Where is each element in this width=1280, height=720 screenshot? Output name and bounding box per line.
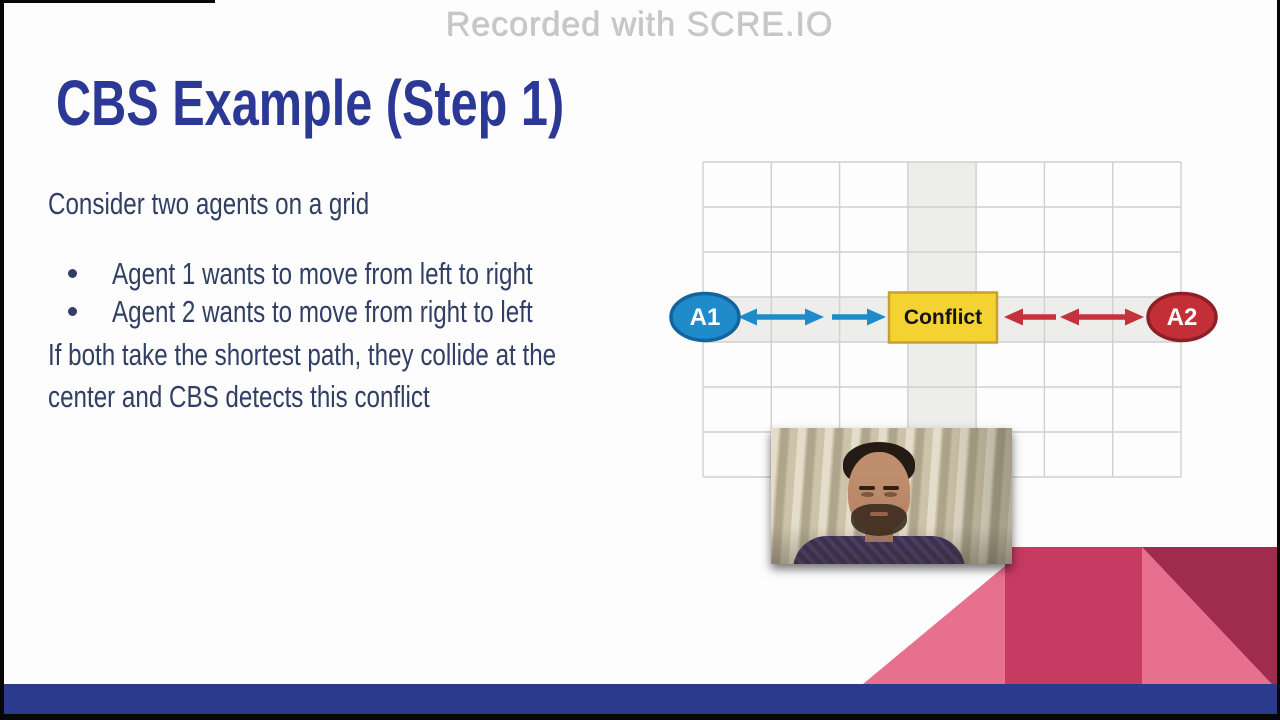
intro-text: Consider two agents on a grid: [48, 186, 370, 221]
bullet-item-agent1: [68, 255, 651, 292]
bullet-item-agent2: [68, 293, 651, 330]
conflict-box: [889, 293, 997, 343]
bullet-label: Agent 1 wants to move from left to right: [112, 256, 533, 291]
conclusion-text: [48, 334, 699, 418]
conflict-label: Conflict: [903, 306, 983, 329]
page-title-text: CBS Example (Step 1): [56, 67, 565, 139]
agent1-label: A1: [689, 304, 721, 331]
agent2-node: [1148, 294, 1216, 341]
letterbox-top-edge: [0, 0, 215, 3]
letterbox-left-edge: [0, 0, 4, 720]
footer-crimson-rectangle: [1005, 547, 1142, 684]
agent2-label: A2: [1166, 304, 1198, 331]
conclusion-line-2: center and CBS detects this conflict: [48, 379, 430, 414]
footer-blue-bar: [0, 684, 1280, 714]
conclusion-line-1: If both take the shortest path, they collide at the: [48, 337, 557, 372]
page-title: [56, 64, 725, 142]
webcam-vignette: [771, 428, 1012, 564]
bullet-dot: [68, 307, 77, 316]
recording-watermark: Recorded with SCRE.IO: [446, 6, 834, 44]
bullet-dot: [68, 269, 77, 278]
letterbox-bottom-bar: [0, 714, 1280, 720]
webcam-overlay: [771, 428, 1012, 564]
bullet-label: Agent 2 wants to move from right to left: [112, 294, 533, 329]
